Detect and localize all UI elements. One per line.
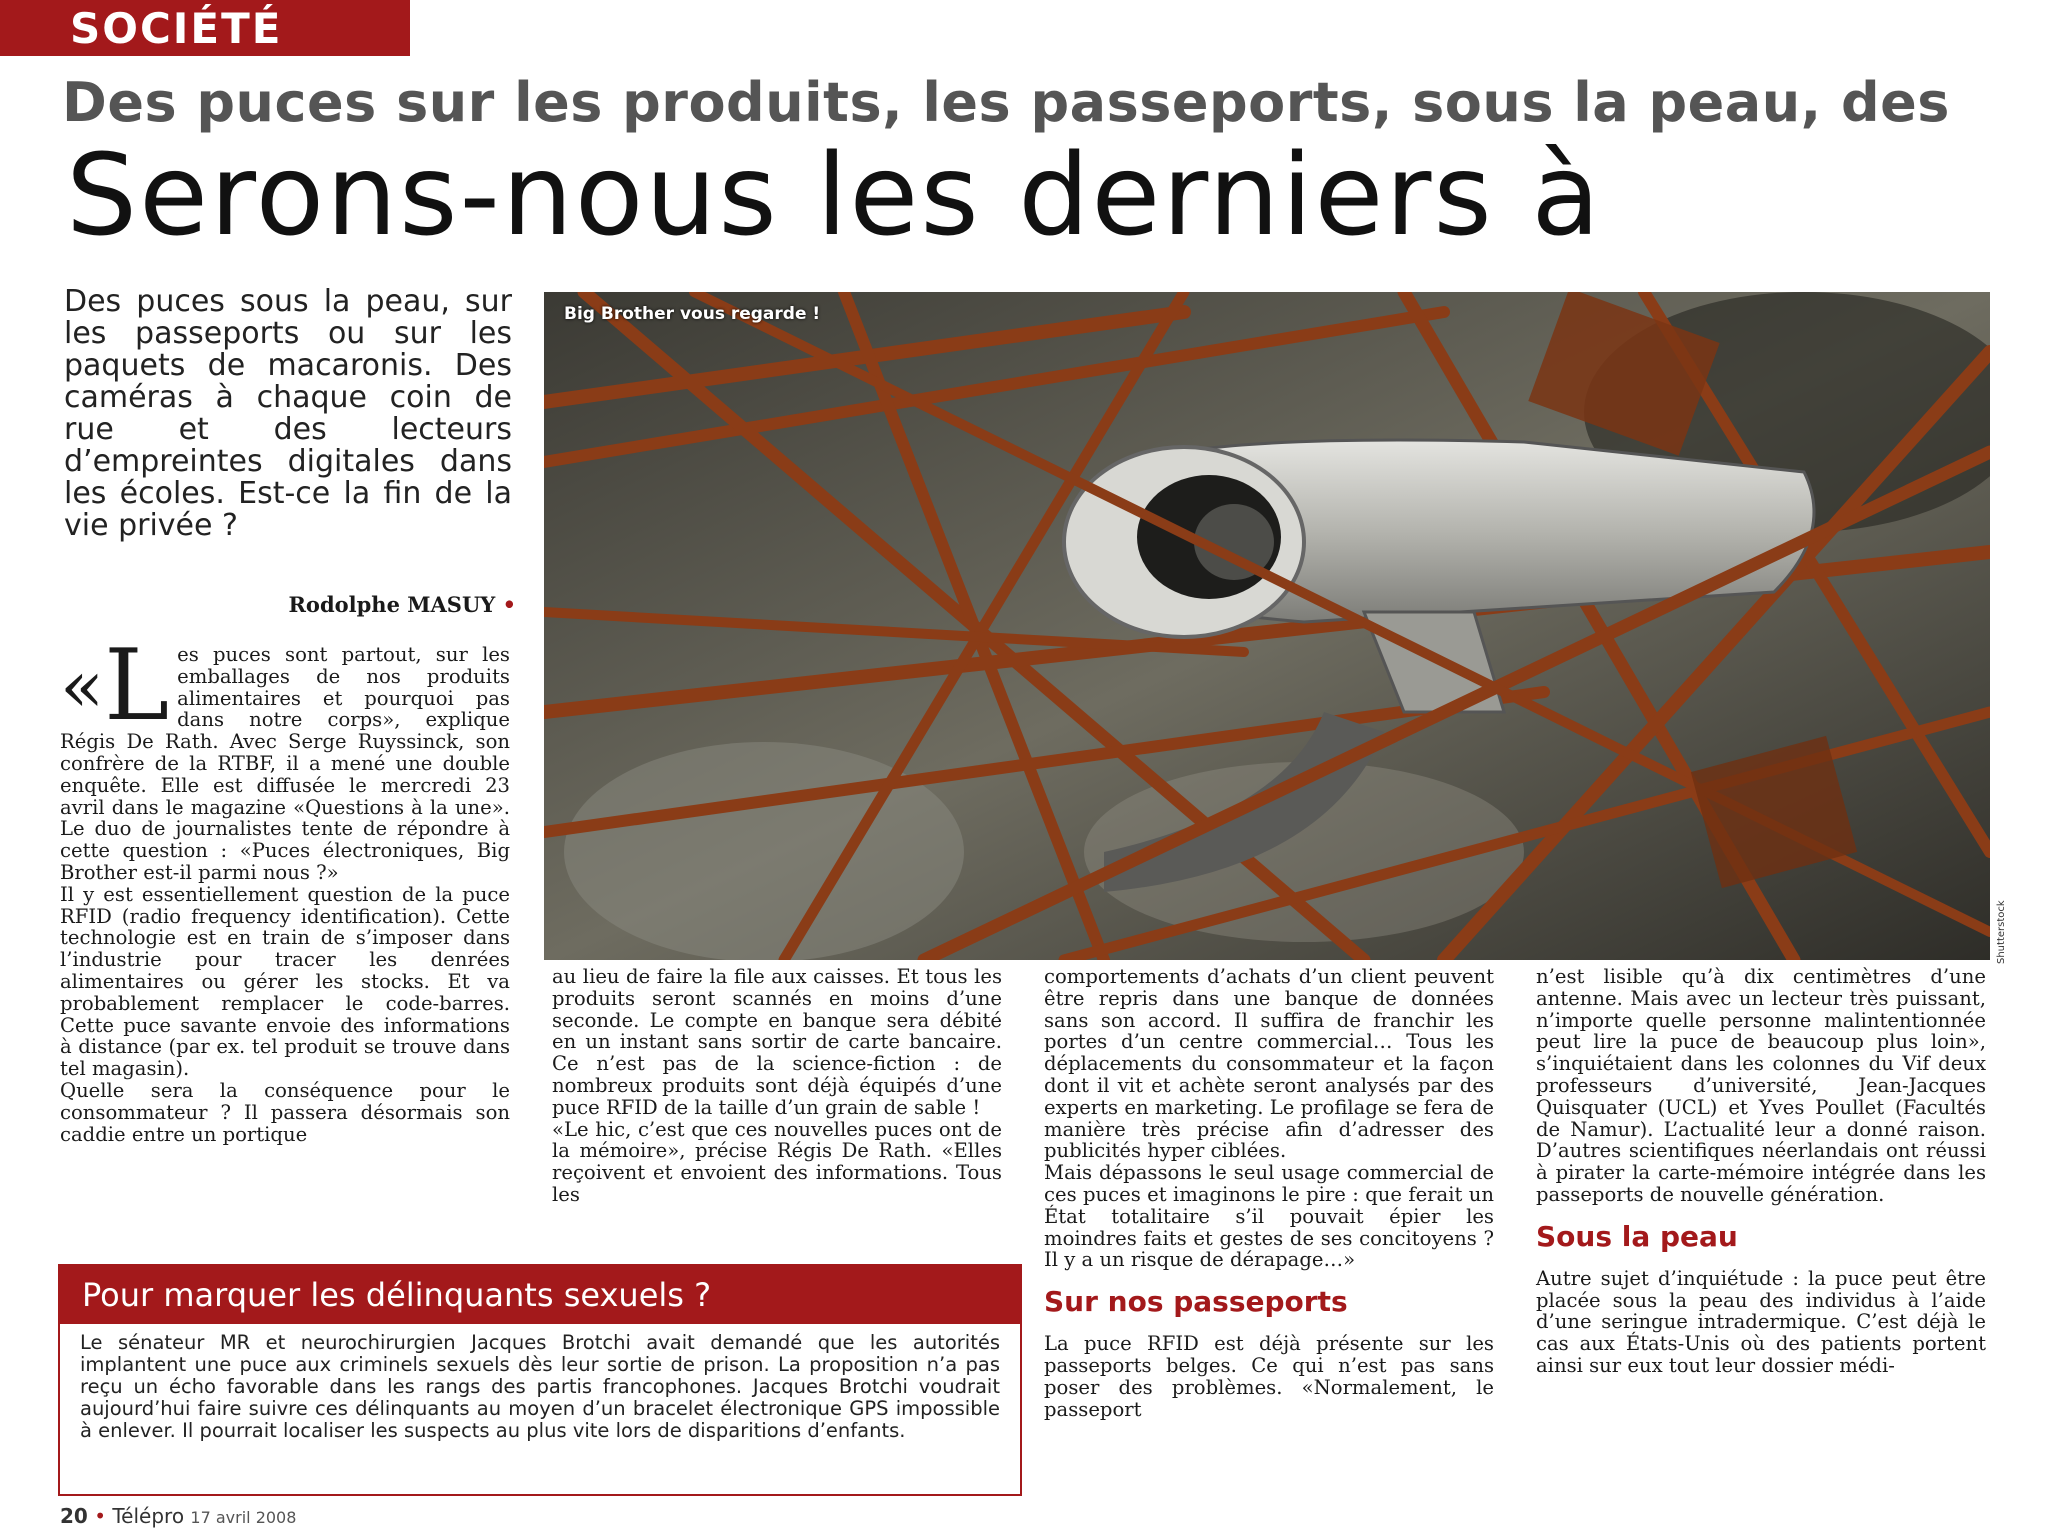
article-paragraph: La puce RFID est déjà présente sur les passeports belges. Ce qui n’est pas sans poser des problèmes. «Normalement, le passeport	[1044, 1332, 1494, 1421]
paragraph-text: es puces sont partout, sur les emballages de nos produits alimentaires et pourquoi pas dans notre corps», explique Régis De Rath. Avec Serge Ruyssinck, son confrère de la RTBF, il a mené une double enquête. Elle est diffusée le mercredi 23 avril dans le magazine «Questions à la une». Le duo de journalistes tente de répondre à cette question : «Puces électroniques, Big Brother est-il parmi nous ?»	[60, 643, 510, 884]
article-paragraph: n’est lisible qu’à dix centimètres d’une antenne. Mais avec un lecteur très puissant, n’importe quelle personne malintentionnée peut lire la puce de beaucoup plus loin», s’inquiétaient dans les colonnes du Vif deux professeurs d’université, Jean-Jacques Quisquater (UCL) et Yves Poullet (Facultés de Namur). L’actualité leur a donné raison. D’autres scientifiques néerlandais ont réussi à pirater la carte-mémoire intégrée dans les passeports de nouvelle génération.	[1536, 965, 1986, 1206]
dropcap-quote: «	[60, 644, 105, 728]
photo-credit: Shutterstock	[1996, 900, 2007, 964]
article-paragraph: comportements d’achats d’un client peuvent être repris dans une banque de données sans son accord. Il suffira de franchir les portes d’un centre commercial… Tous les déplacements du consommateur et la façon dont il vit et achète seront analysés par des experts en marketing. Le profilage se fera de manière très précise afin d’adresser des publicités hyper ciblées.	[1044, 965, 1494, 1163]
sidebar-box	[58, 1264, 1022, 1496]
article-paragraph: «Le hic, c’est que ces nouvelles puces ont de la mémoire», précise Régis De Rath. «Elles reçoivent et envoient des informations. Tous les	[552, 1117, 1002, 1206]
article-column-4	[1536, 966, 1986, 1377]
issue-date: 17 avril 2008	[190, 1508, 297, 1527]
publication-name: Télépro	[112, 1504, 185, 1528]
page-folio	[60, 1504, 560, 1528]
standfirst: Des puces sous la peau, sur les passeports ou sur les paquets de macaronis. Des caméras à chaque coin de rue et des lecteurs d’empreintes digitales dans les écoles. Est-ce la fin de la vie privée ?	[64, 284, 512, 543]
byline-bullet: •	[502, 592, 516, 617]
section-label: SOCIÉTÉ	[0, 0, 410, 56]
article-paragraph	[60, 629, 510, 884]
subhead-passeports: Sur nos passeports	[1044, 1285, 1348, 1319]
article-column-2	[552, 966, 1002, 1206]
article-photo	[544, 292, 1990, 960]
photo-caption: Big Brother vous regarde !	[564, 304, 821, 324]
dropcap-letter: L	[104, 629, 170, 743]
article-paragraph: Quelle sera la conséquence pour le consommateur ? Il passera désormais son caddie entre un portique	[60, 1078, 510, 1146]
sidebar-box-body: Le sénateur MR et neurochirurgien Jacques Brotchi avait demandé que les autorités implantent une puce aux criminels sexuels dès leur sortie de prison. La proposition n’a pas reçu un écho favorable dans les rangs des partis francophones. Jacques Brotchi voudrait aujourd’hui faire suivre ces délinquants au moyen d’un bracelet électronique GPS impossible à enlever. Il pourrait localiser les suspects au plus vite lors de disparitions d’enfants.	[80, 1331, 1000, 1442]
article-paragraph: Il y est essentiellement question de la puce RFID (radio frequency identification). Cette technologie est en train de s’imposer dans l’industrie pour tracer les denrées alimentaires ou gérer les stocks. Et va probablement remplacer le code-barres. Cette puce savante envoie des informations à distance (par ex. tel produit se trouve dans tel magasin).	[60, 882, 510, 1081]
folio-separator: •	[94, 1504, 106, 1528]
kicker: Des puces sur les produits, les passeports, sous la peau, des	[62, 71, 1950, 134]
byline	[226, 592, 516, 617]
article-paragraph: au lieu de faire la file aux caisses. Et tous les produits seront scannés en moins d’une seconde. Le compte en banque sera débité en un instant sans sortir de carte bancaire. Ce n’est pas de la science-fiction : de nombreux produits sont déjà équipés d’une puce RFID de la taille d’un grain de sable !	[552, 965, 1002, 1119]
sidebar-box-title: Pour marquer les délinquants sexuels ?	[60, 1266, 1020, 1324]
camera-photo-illustration	[544, 292, 1990, 960]
article-paragraph: Mais dépassons le seul usage commercial de ces puces et imaginons le pire : que ferait un État totalitaire s’il pouvait épier les moindres faits et gestes de ses concitoyens ? Il y a un risque de dérapage…»	[1044, 1161, 1494, 1272]
article-paragraph: Autre sujet d’inquiétude : la puce peut être placée sous la peau des individus à l’aide d’une seringue intradermique. C’est déjà le cas aux États-Unis où des patients portent ainsi sur eux tout leur dossier médi-	[1536, 1266, 1986, 1377]
article-column-3	[1044, 966, 1494, 1420]
page-number: 20	[60, 1504, 88, 1528]
author-name: Rodolphe MASUY	[288, 592, 496, 617]
dropcap	[60, 629, 170, 743]
subhead-sous-la-peau: Sous la peau	[1536, 1219, 1738, 1253]
headline: Serons-nous les derniers à	[66, 131, 1602, 261]
article-column-1	[60, 629, 510, 1146]
